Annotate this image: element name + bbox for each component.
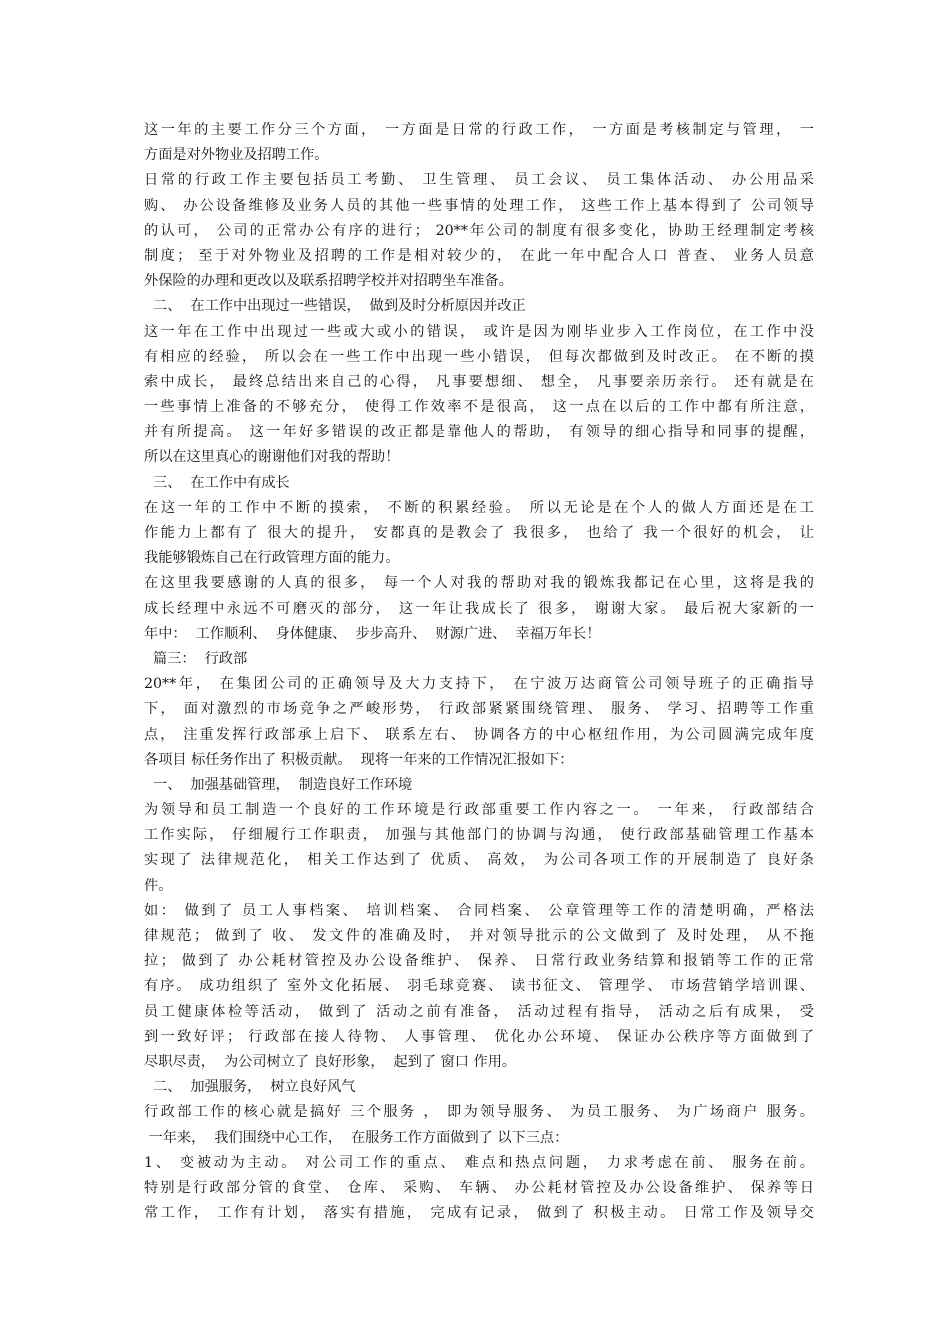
text-line: 制度； 至于对外物业及招聘的工作是相对较少的， 在此一年中配合人口 普查、 业务人员意 bbox=[144, 247, 814, 264]
text-line: 的认可， 公司的正常办公有序的进行； 20**年公司的制度有很多变化，协助王经理制定考核 bbox=[144, 222, 814, 239]
text-line: 外保险的办理和更改以及联系招聘学校并对招聘坐车准备。 bbox=[144, 273, 513, 290]
text-line: 点， 注重发挥行政部承上启下、 联系左右、 协调各方的中心枢纽作用，为公司圆满完成年度 bbox=[144, 726, 814, 743]
section-heading: 二、 加强服务， 树立良好风气 bbox=[144, 1079, 356, 1096]
text-line: 各项目 标任务作出了 积极贡献。 现将一年来的工作情况汇报如下： bbox=[144, 751, 574, 768]
text-line: 所以在这里真心的谢谢他们对我的帮助！ bbox=[144, 449, 400, 466]
text-line: 这一年在工作中出现过一些或大或小的错误， 或许是因为刚毕业步入工作岗位，在工作中没 bbox=[144, 323, 814, 340]
document-body bbox=[144, 118, 814, 1226]
section-heading: 二、 在工作中出现过一些错误， 做到及时分析原因并改正 bbox=[144, 298, 526, 315]
text-line: 日常的行政工作主要包括员工考勤、 卫生管理、 员工会议、 员工集体活动、 办公用品采 bbox=[144, 172, 814, 189]
text-line: 一些事情上准备的不够充分， 使得工作效率不是很高， 这一点在以后的工作中都有所注意， bbox=[144, 399, 814, 416]
text-line: 到一致好评； 行政部在接人待物、 人事管理、 优化办公环境、 保证办公秩序等方面做到了 bbox=[144, 1028, 814, 1045]
text-line: 我能够锻炼自己在行政管理方面的能力。 bbox=[144, 550, 400, 567]
text-line: 购、 办公设备维修及业务人员的其他一些事情的处理工作， 这些工作上基本得到了 公司领导 bbox=[144, 197, 814, 214]
text-line: 一年来， 我们围绕中心工作， 在服务工作方面做到了 以下三点： bbox=[144, 1129, 569, 1146]
section-heading: 篇三： 行政部 bbox=[144, 650, 248, 667]
text-line: 为领导和员工制造一个良好的工作环境是行政部重要工作内容之一。 一年来， 行政部结合 bbox=[144, 802, 814, 819]
text-line: 特别是行政部分管的食堂、 仓库、 采购、 车辆、 办公耗材管控及办公设备维护、 保养等日 bbox=[144, 1179, 814, 1196]
text-line: 方面是对外物业及招聘工作。 bbox=[144, 147, 329, 164]
text-line: 有序。 成功组织了 室外文化拓展、 羽毛球竞赛、 读书征文、 管理学、 市场营销学培训课、 bbox=[144, 978, 814, 995]
text-line: 律规范； 做到了 收、 发文件的准确及时， 并对领导批示的公文做到了 及时处理， 从不拖 bbox=[144, 928, 814, 944]
text-line: 年中： 工作顺利、 身体健康、 步步高升、 财源广进、 幸福万年长！ bbox=[144, 625, 601, 642]
text-line: 常工作， 工作有计划， 落实有措施， 完成有记录， 做到了 积极主动。 日常工作及领导交 bbox=[144, 1205, 814, 1222]
section-heading: 三、 在工作中有成长 bbox=[144, 474, 290, 491]
section-heading: 一、 加强基础管理， 制造良好工作环境 bbox=[144, 776, 413, 793]
text-line: 有相应的经验， 所以会在一些工作中出现一些小错误， 但每次都做到及时改正。 在不断的摸 bbox=[144, 348, 814, 365]
text-line: 在这里我要感谢的人真的很多， 每一个人对我的帮助对我的锻炼我都记在心里，这将是我的 bbox=[144, 575, 814, 592]
text-line: 索中成长， 最终总结出来自己的心得， 凡事要想细、 想全， 凡事要亲历亲行。 还有就是在 bbox=[144, 373, 814, 390]
text-line: 件。 bbox=[144, 877, 173, 894]
text-line: 成长经理中永远不可磨灭的部分， 这一年让我成长了 很多， 谢谢大家。 最后祝大家新的一 bbox=[144, 600, 814, 617]
text-line: 1、 变被动为主动。 对公司工作的重点、 难点和热点问题， 力求考虑在前、 服务在前。 bbox=[144, 1154, 814, 1171]
text-line: 下， 面对激烈的市场竞争之严峻形势， 行政部紧紧围绕管理、 服务、 学习、招聘等工作重 bbox=[144, 701, 814, 718]
text-line: 实现了 法律规范化， 相关工作达到了 优质、 高效， 为公司各项工作的开展制造了 良好条 bbox=[144, 852, 814, 869]
text-line: 如： 做到了 员工人事档案、 培训档案、 合同档案、 公章管理等工作的清楚明确，严格法 bbox=[144, 902, 814, 919]
text-line: 工作实际， 仔细履行工作职责， 加强与其他部门的协调与沟通， 使行政部基础管理工作基本 bbox=[144, 827, 814, 844]
text-line: 20**年， 在集团公司的正确领导及大力支持下， 在宁波万达商管公司领导班子的正确指导 bbox=[144, 676, 814, 693]
text-line: 员工健康体检等活动， 做到了 活动之前有准备， 活动过程有指导， 活动之后有成果， 受 bbox=[144, 1003, 814, 1020]
text-line: 这一年的主要工作分三个方面， 一方面是日常的行政工作， 一方面是考核制定与管理， 一 bbox=[144, 122, 814, 138]
text-line: 尽职尽责， 为公司树立了 良好形象， 起到了 窗口 作用。 bbox=[144, 1053, 517, 1070]
text-line: 并有所提高。 这一年好多错误的改正都是靠他人的帮助， 有领导的细心指导和同事的提醒， bbox=[144, 424, 814, 441]
text-line: 拉； 做到了 办公耗材管控及办公设备维护、 保养、 日常行政业务结算和报销等工作的正常 bbox=[144, 953, 814, 970]
text-line: 在这一年的工作中不断的摸索， 不断的积累经验。 所以无论是在个人的做人方面还是在工 bbox=[144, 499, 814, 516]
text-line: 作能力上都有了 很大的提升， 安都真的是教会了 我很多， 也给了 我一个很好的机会， 让 bbox=[144, 525, 814, 541]
text-line: 行政部工作的核心就是搞好 三个服务 ， 即为领导服务、 为员工服务、 为广场商户 服务。 bbox=[144, 1104, 814, 1121]
